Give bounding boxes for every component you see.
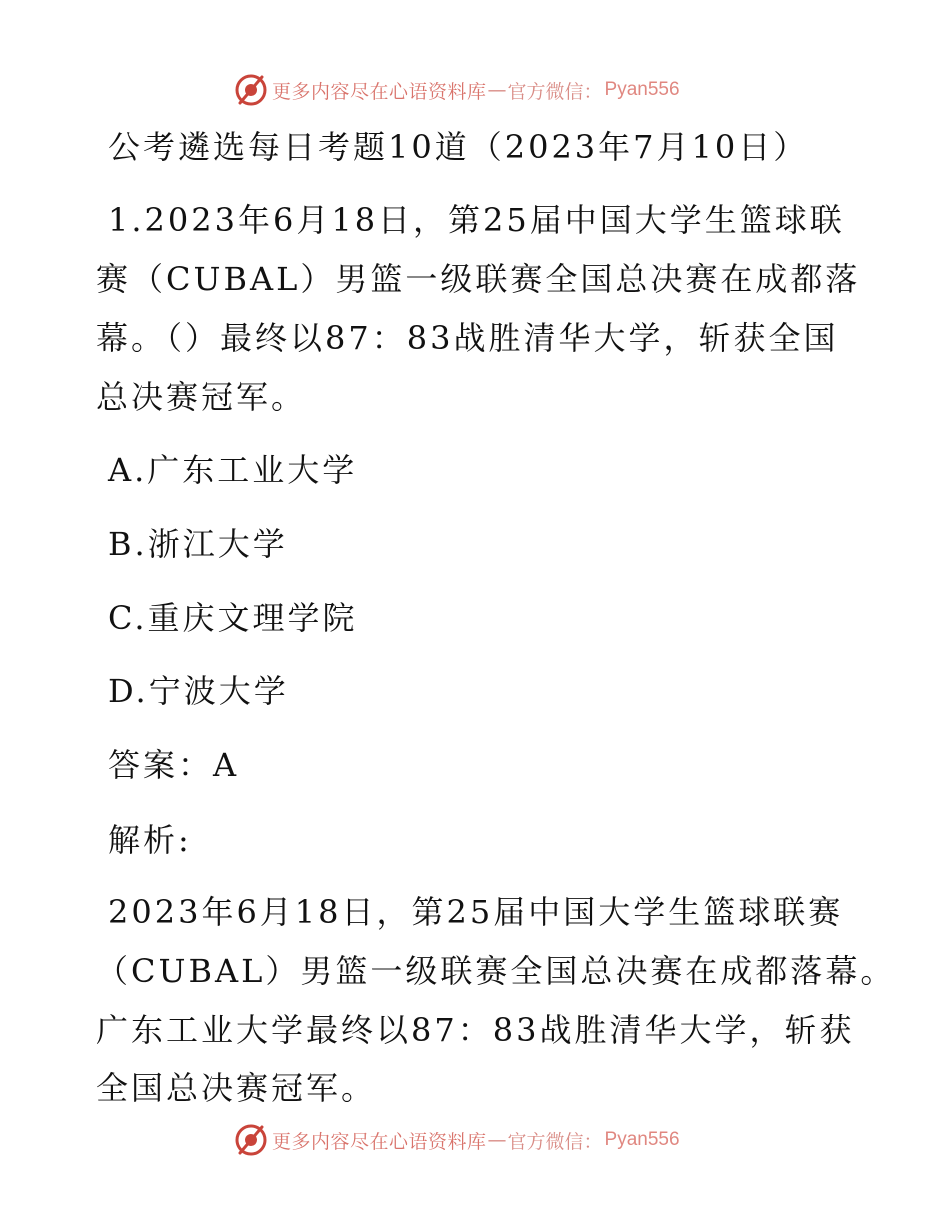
watermark-header (234, 72, 680, 108)
option-c: C.重庆文理学院 (108, 599, 358, 637)
question-line: 1.2023年6月18日，第25届中国大学生篮球联 (108, 201, 845, 239)
watermark-wechat-label: 官方微信： (507, 80, 603, 103)
watermark-wechat-id: Pyan556 (604, 79, 680, 100)
analysis-line: 2023年6月18日，第25届中国大学生篮球联赛 (108, 893, 844, 931)
logo-icon (234, 1123, 268, 1157)
option-a: A.广东工业大学 (108, 451, 358, 489)
watermark-text: 更多内容尽在心语资料库 (272, 80, 487, 103)
watermark-separator: — (487, 1129, 507, 1151)
watermark-separator: — (487, 79, 507, 101)
question-line: 幕。（）最终以87：83战胜清华大学，斩获全国 (96, 319, 839, 357)
analysis-line: 广东工业大学最终以87：83战胜清华大学，斩获 (96, 1011, 855, 1049)
question-line: 总决赛冠军。 (96, 378, 307, 416)
logo-icon (234, 73, 268, 107)
watermark-footer (234, 1122, 680, 1158)
watermark-text: 更多内容尽在心语资料库 (272, 1130, 487, 1153)
analysis-label: 解析: (108, 821, 192, 859)
option-d: D.宁波大学 (108, 672, 289, 710)
question-line: 赛（CUBAL）男篮一级联赛全国总决赛在成都落 (96, 260, 861, 298)
answer: 答案：A (108, 746, 240, 784)
option-b: B.浙江大学 (108, 525, 288, 563)
analysis-line: 全国总决赛冠军。 (96, 1069, 377, 1107)
watermark-wechat-id: Pyan556 (604, 1129, 680, 1150)
watermark-wechat-label: 官方微信： (507, 1130, 603, 1153)
analysis-line: （CUBAL）男篮一级联赛全国总决赛在成都落幕。 (96, 952, 896, 990)
document-title: 公考遴选每日考题10道（2023年7月10日） (108, 128, 809, 166)
